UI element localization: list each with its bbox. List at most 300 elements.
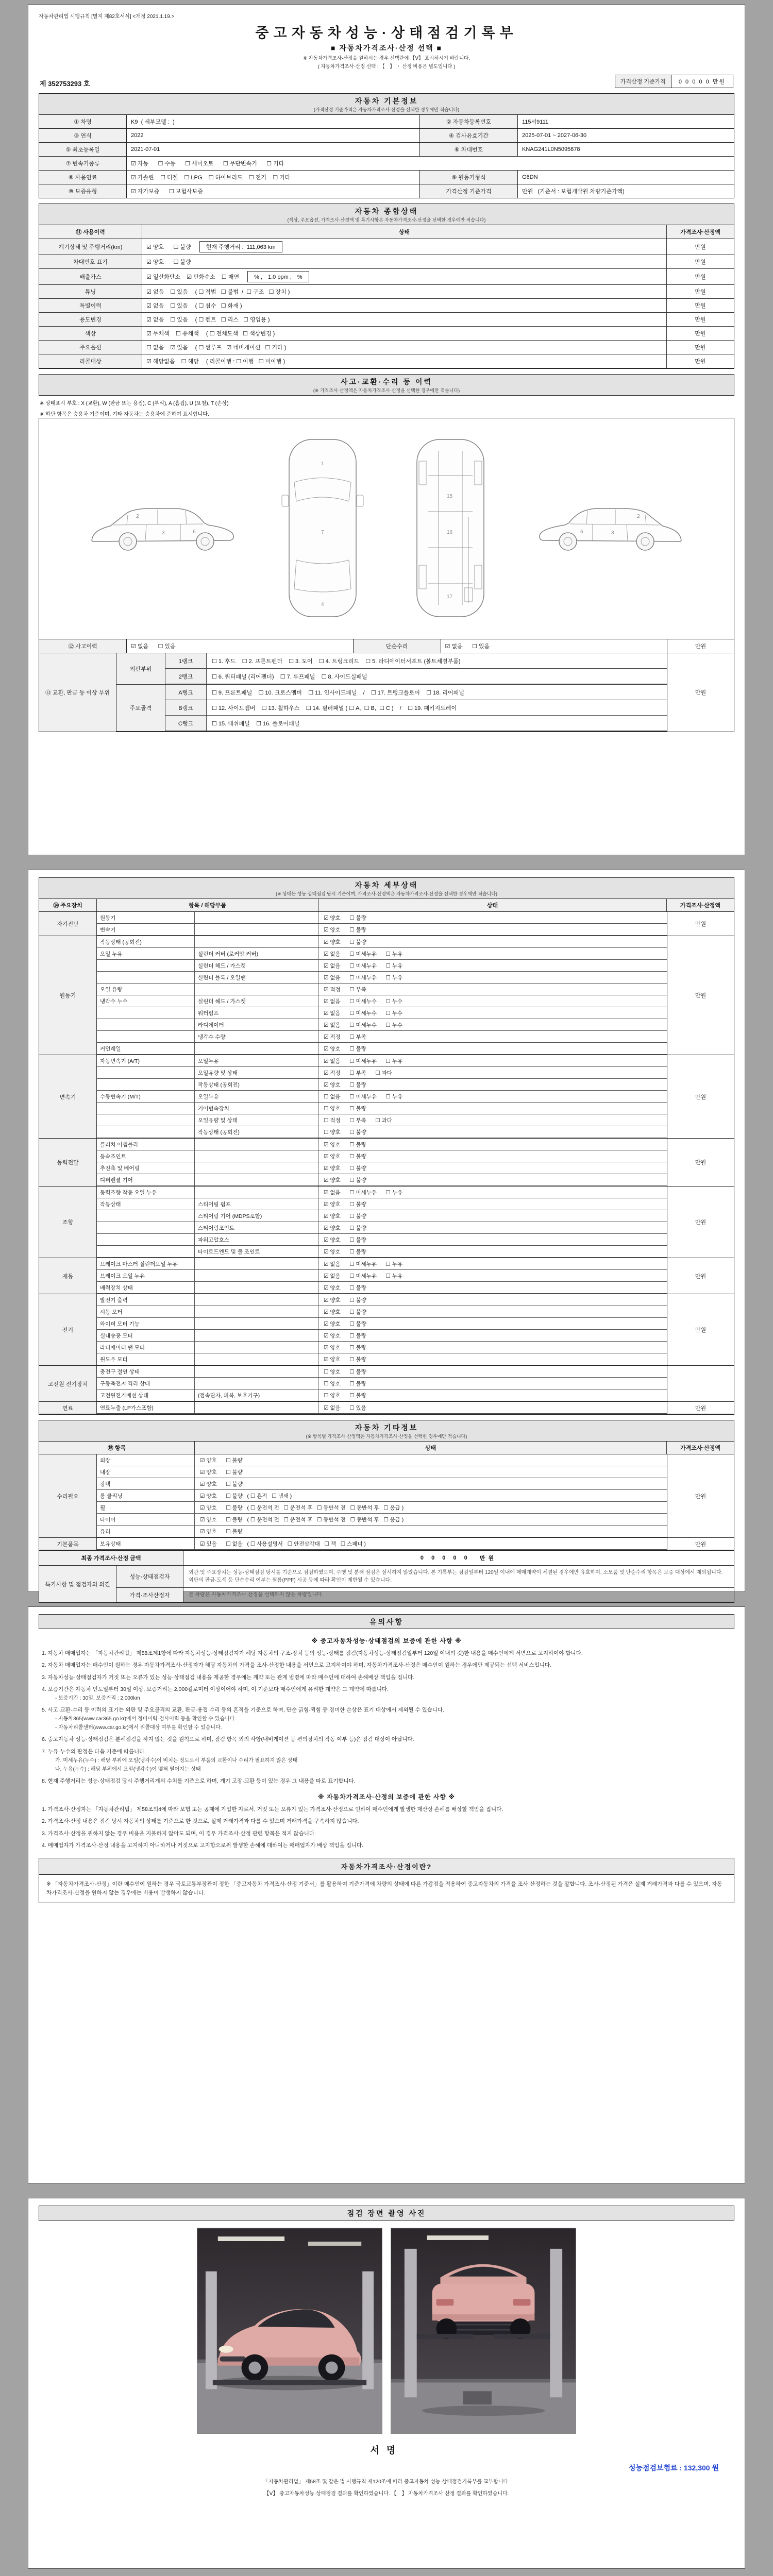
state-checkboxes[interactable]: ☑ 양호 ☐ 불량 [324, 1177, 366, 1183]
state-checkboxes[interactable]: ☑ 양호 ☐ 불량 [324, 914, 366, 921]
state-checkboxes[interactable]: ☑ 없음 ☐ 있음 [324, 1404, 366, 1411]
item-label: 디퍼렌셜 기어 [97, 1174, 195, 1185]
final-price-label: 최종 가격조사·산정 금액 [39, 1551, 183, 1565]
notice-subitems [42, 1757, 731, 1773]
device-rows [97, 912, 667, 936]
device-group [39, 1187, 734, 1258]
etc-item-label: 외장 [97, 1454, 195, 1466]
svg-text:16: 16 [446, 530, 452, 535]
table-row [39, 269, 734, 285]
state-checkboxes[interactable]: ☑ 양호 ☐ 불량 [324, 1201, 366, 1208]
item-label: 발전기 출력 [97, 1294, 195, 1306]
etc-state-checkboxes[interactable]: ☑ 양호 ☐ 불량 [200, 1528, 243, 1535]
usage-item-label: 리콜대상 [39, 354, 142, 368]
usage-state-checkboxes[interactable] [142, 354, 667, 368]
group-price-cell: 만원 [667, 1187, 734, 1258]
vin-value: KNAG241L0N5095678 [518, 143, 734, 157]
item-label [97, 1103, 195, 1114]
part-label [195, 1139, 318, 1150]
first-reg-value: 2021-07-01 [127, 143, 420, 157]
part-label [195, 1306, 318, 1317]
state-checkboxes[interactable]: ☑ 없음 ☐ 미세누유 ☐ 누유 [324, 1058, 403, 1064]
car-underbody-diagram [407, 433, 494, 624]
first-reg-label: ⑤ 최초등록일 [39, 143, 127, 157]
state-text: ☑ 양호 ☐ 불량 [146, 259, 191, 265]
device-rows [97, 1055, 667, 1138]
svg-text:6: 6 [192, 529, 196, 535]
state-checkboxes[interactable]: ☐ 없음 ☐ 미세누유 ☐ 누유 [324, 1093, 403, 1100]
part-label: 오일유량 및 상태 [195, 1114, 318, 1126]
table-row [97, 1150, 667, 1162]
price-cell: 만원 [695, 317, 706, 323]
exchange-panel-table [39, 653, 734, 732]
state-checkboxes[interactable]: ☑ 없음 ☐ 미세누유 ☐ 누유 [324, 951, 403, 957]
notice-item [42, 1748, 731, 1773]
part-label: 기어변속장치 [195, 1103, 318, 1114]
state-checkboxes[interactable]: ☑ 양호 ☐ 불량 [324, 1165, 366, 1172]
notice-section-heading: ※ 자동차가격조사·산정의 보증에 관한 사항 ※ [317, 1793, 456, 1801]
part-label [195, 984, 318, 995]
notice-subitem-text: 나. 누유(누수) : 해당 부위에서 오일(냉각수)이 맺혀 떨어지는 상태 [55, 1766, 201, 1772]
notice-item [42, 1661, 731, 1669]
usage-state-checkboxes[interactable] [142, 313, 667, 326]
panel-checkboxes[interactable]: ☐ 15. 대쉬패널 ☐ 16. 플로어패널 [212, 720, 300, 727]
notice-item-text: 1. 가격조사·산정자는 「자동차관리법」 제58조의4에 따라 보험 또는 공제에 가입한 자로서, 거짓 또는 오류가 있는 가격조사·산정으로 인하여 매수인에게 발생한 재산상 손해를 배상할 책임을 집니다. [42, 1806, 503, 1813]
car-side-left-diagram [85, 495, 239, 562]
device-rows [97, 1139, 667, 1186]
part-label [195, 924, 318, 935]
table-row [97, 984, 667, 995]
part-label [195, 936, 318, 947]
state-checkboxes[interactable]: ☑ 양호 ☐ 불량 [324, 1045, 366, 1052]
base-price-label: 가격산정 기준가격 [615, 75, 671, 88]
select-note-1: ※ 자동차가격조사·산정을 원하시는 경우 선택란에 【Ⅴ】 표시하시기 바랍니다. [303, 56, 470, 61]
item-label: 실내송풍 모터 [97, 1330, 195, 1341]
price-header: 가격조사·산정액 [680, 229, 721, 235]
exchange-group [116, 685, 667, 732]
accident-history-row [39, 639, 734, 653]
state-checkboxes[interactable]: ☐ 양호 ☐ 불량 [324, 1368, 366, 1375]
state-checkboxes[interactable]: ☑ 양호 ☐ 불량 [324, 926, 366, 933]
item-label: 고전원전기배선 상태 [97, 1389, 195, 1401]
base-price-row-label: 가격산정 기준가격 [420, 184, 518, 198]
notice-sections [39, 1636, 734, 1850]
device-rows [97, 1187, 667, 1258]
accident-label: ⑫ 사고이력 [39, 639, 127, 653]
notice-item-text: 3. 자동차성능·상태점검자가 거짓 또는 오류가 있는 성능·상태점검 내용을 제공한 경우에는 계약 또는 관계 법령에 따라 매수인에 대하여 손해배상 책임을 집니다. [42, 1674, 415, 1681]
state-mark-legend: ※ 상태표시 부호 : X (교환), W (판금 또는 용접), C (부식), A (흠집), U (요철), T (손상) [40, 401, 229, 406]
state-checkboxes[interactable]: ☑ 양호 ☐ 불량 [324, 1344, 366, 1351]
final-unit: 만원 [479, 1555, 497, 1562]
notice-section [39, 1636, 734, 1785]
usage-state-checkboxes[interactable] [142, 239, 667, 255]
table-row [97, 924, 667, 936]
page-2 [28, 870, 745, 1599]
part-label: 냉각수 수량 [195, 1031, 318, 1042]
usage-state-checkboxes[interactable] [142, 269, 667, 284]
select-note-2[interactable]: ( 자동차가격조사·산정 선택 : 【 】 ・ 산정 비용은 별도입니다 ) [317, 64, 456, 70]
table-row [97, 1502, 667, 1514]
state-checkboxes[interactable]: ☑ 없음 ☐ 미세누수 ☐ 누수 [324, 1022, 403, 1028]
accident-checkboxes[interactable]: ☑ 없음 ☐ 있음 [127, 639, 354, 653]
state-checkboxes[interactable]: ☑ 없음 ☐ 미세누유 ☐ 누유 [324, 1273, 403, 1279]
engine-type-label: ⑨ 원동기형식 [420, 171, 518, 184]
item-label: 충전구 절연 상태 [97, 1366, 195, 1377]
item-label: 구동축전지 격리 상태 [97, 1378, 195, 1389]
table-row [39, 171, 734, 184]
usage-item-label: 주요옵션 [39, 341, 142, 354]
device-group [39, 936, 734, 1055]
item-label [97, 960, 195, 971]
base-price-row-value: 만원 (기준서 : 보험개발원 차량기준가액) [518, 184, 734, 198]
device-label: 자기진단 [39, 912, 97, 936]
usage-state-checkboxes[interactable] [142, 327, 667, 340]
group-price-cell: 만원 [667, 1294, 734, 1365]
item-label: 작동상태 [97, 1198, 195, 1210]
etc-item-header: ⑮ 항목 [39, 1442, 195, 1454]
section-detail-state [39, 877, 734, 899]
part-label: 스티어링 펌프 [195, 1198, 318, 1210]
notice-subitems [42, 1715, 731, 1732]
base-price-box [615, 75, 733, 88]
etc-rows [97, 1454, 667, 1537]
year-value: 2022 [127, 129, 420, 143]
remark-author-label: 성능·상태점검자 [116, 1566, 183, 1587]
etc-item-label: 휠 [97, 1502, 195, 1513]
etc-item-label: 유리 [97, 1526, 195, 1537]
state-checkboxes[interactable]: ☑ 없음 ☐ 미세누유 ☐ 누유 [324, 1261, 403, 1267]
basic-info-note: (가격산정 기준가격은 자동차가격조사·산정을 선택한 경우에만 적습니다) [313, 107, 460, 112]
warranty-checkboxes[interactable]: ☑ 자가보증 ☐ 보험사보증 [127, 184, 420, 198]
engine-type-value: G6DN [518, 171, 734, 184]
simple-repair-label: 단순수리 [353, 639, 441, 653]
device-label: 원동기 [39, 936, 97, 1055]
car-top-diagram [279, 433, 366, 624]
table-row [39, 239, 734, 255]
etc-state-header: 상태 [195, 1442, 667, 1454]
part-label [195, 1402, 318, 1413]
part-label [195, 1282, 318, 1293]
part-label [195, 1378, 318, 1389]
state-checkboxes[interactable]: ☑ 양호 ☐ 불량 [324, 939, 366, 945]
etc-item-label: 타이어 [97, 1514, 195, 1525]
document-subtitle: ■ 자동차가격조사·산정 선택 ■ [330, 44, 442, 52]
part-label [195, 1258, 318, 1269]
usage-state-checkboxes[interactable] [142, 341, 667, 354]
table-row [97, 948, 667, 960]
notice-item-text: 5. 사고·교환·수리 등 이력의 표기는 외판 및 주요골격의 교환, 판금·용접 수리 등의 흔적을 기준으로 하며, 단순 긁힘·찍힘 등 경미한 손상은 표기 대상에서 제외될 수 있습니다. [42, 1707, 445, 1714]
table-row [97, 1282, 667, 1294]
state-checkboxes[interactable]: ☑ 양호 ☐ 불량 [324, 1213, 366, 1219]
table-row [97, 995, 667, 1007]
state-checkboxes[interactable]: ☑ 없음 ☐ 미세누유 ☐ 누유 [324, 962, 403, 969]
state-checkboxes[interactable]: ☑ 없음 ☐ 미세누수 ☐ 누수 [324, 1010, 403, 1016]
base-price-value: 0 0 0 0 0 만원 [678, 79, 726, 85]
usage-item-label: 색상 [39, 327, 142, 340]
item-label [97, 1019, 195, 1030]
part-label [195, 1174, 318, 1185]
notice-subitems [42, 1694, 731, 1702]
svg-text:15: 15 [446, 494, 452, 499]
item-label: 라디에이터 팬 모터 [97, 1342, 195, 1353]
item-label [97, 1079, 195, 1090]
etc-state-checkboxes[interactable]: ☑ 양호 ☐ 불량 ( ☐ 운전석 전 ☐ 운전석 후 ☐ 동반석 전 ☐ 동반석 후 ☐ 응급 ) [200, 1516, 404, 1523]
item-label [97, 1067, 195, 1078]
notice-section-heading: ※ 중고자동차성능·상태점검의 보증에 관한 사항 ※ [311, 1637, 462, 1645]
table-row [39, 255, 734, 269]
table-row [165, 685, 667, 700]
notice-subitem-text: - 자동차365(www.car365.go.kr)에서 정비이력·검사이력 등을 확인할 수 있습니다. [55, 1716, 237, 1722]
part-label: 실린더 헤드 / 가스켓 [195, 960, 318, 971]
svg-text:3: 3 [611, 530, 614, 536]
exchange-rows [165, 653, 667, 684]
notice-item [42, 1685, 731, 1702]
etc-state-checkboxes[interactable]: ☑ 양호 ☐ 불량 [200, 1469, 243, 1476]
exchange-groups [116, 653, 667, 732]
table-row [97, 1538, 667, 1550]
item-label: 동력조향 작동 오일 누유 [97, 1187, 195, 1198]
inspection-label: ④ 검사유효기간 [420, 129, 518, 143]
state-note-box: % , 1.0 ppm , % [247, 271, 309, 282]
table-row [97, 1031, 667, 1043]
group-price-cell: 만원 [667, 1258, 734, 1294]
notice-item-text: 7. 누유·누수의 판정은 다음 기준에 따릅니다. [42, 1748, 146, 1755]
group-price-cell: 만원 [667, 912, 734, 936]
item-label: 수동변속기 (M/T) [97, 1091, 195, 1102]
part-label [195, 1043, 318, 1054]
part-label: 워터펌프 [195, 1007, 318, 1019]
price-header: 가격조사·산정액 [680, 903, 721, 909]
part-label: 오일누유 [195, 1055, 318, 1066]
table-row [97, 1187, 667, 1198]
state-checkboxes[interactable]: ☐ 적정 ☐ 부족 ☐ 과다 [324, 1117, 392, 1124]
table-row [97, 1353, 667, 1365]
panel-checkboxes[interactable]: ☐ 9. 프론트패널 ☐ 10. 크로스멤버 ☐ 11. 인사이드패널 / ☐ 17. 트렁크플로어 ☐ 18. 리어패널 [212, 689, 464, 696]
table-row [97, 1246, 667, 1258]
table-row [39, 285, 734, 299]
notice-section [39, 1792, 734, 1850]
state-checkboxes[interactable]: ☑ 양호 ☐ 불량 [324, 1309, 366, 1315]
notice-items [39, 1805, 734, 1850]
fuel-checkboxes[interactable]: ☑ 가솔린 ☐ 디젤 ☐ LPG ☐ 하이브리드 ☐ 전기 ☐ 기타 [127, 171, 420, 184]
overall-title: 자동차 종합상태 [355, 207, 418, 215]
state-checkboxes[interactable]: ☑ 적정 ☐ 부족 [324, 1033, 366, 1040]
state-checkboxes[interactable]: ☑ 적정 ☐ 부족 ☐ 과다 [324, 1070, 392, 1076]
table-row [97, 1466, 667, 1478]
price-survey-box-text: ※ 「자동차가격조사·산정」이란 매수인이 원하는 경우 국토교통부장관이 정한 「중고자동차 가격조사·산정 기준서」를 활용하여 기준가격에 차량의 상태에 따른 가감점을 적용하여 중고자동차의 가격을 조사·산정하는 것을 말합니다. 조사·산정된 가격은 실제 거래가격과 다를 수 있으며, 자동차가격조사·산정을 원하지 않는 경우에는 비용이 발생하지 않습니다. [39, 1875, 734, 1903]
part-label [195, 1366, 318, 1377]
notice-item-text: 8. 현재 주행거리는 성능·상태점검 당시 주행거리계의 수치를 기준으로 하며, 계기 고장·교환 등이 있는 경우 그 내용을 따로 표기합니다. [42, 1777, 356, 1784]
state-header: 상태 [142, 225, 667, 239]
item-header: 항목 / 해당부품 [97, 899, 318, 911]
usage-item-label: 배출가스 [39, 269, 142, 284]
table-row [97, 1007, 667, 1019]
etc-group [39, 1454, 734, 1538]
device-rows [97, 1366, 667, 1401]
table-row [116, 1566, 734, 1588]
item-label [97, 1126, 195, 1138]
table-row [97, 1478, 667, 1490]
notice-item [42, 1735, 731, 1743]
state-checkboxes[interactable]: ☐ 양호 ☐ 불량 [324, 1129, 366, 1136]
page-3 [28, 1606, 745, 2183]
svg-text:4: 4 [321, 602, 324, 607]
device-label: 동력전달 [39, 1139, 97, 1186]
remark-author-label: 가격·조사산정자 [116, 1588, 183, 1602]
table-row [39, 341, 734, 354]
item-label: 브레이크 오일 누유 [97, 1270, 195, 1281]
etc-state-checkboxes[interactable]: ☑ 양호 ☐ 불량 ( ☐ 운전석 전 ☐ 운전석 후 ☐ 동반석 전 ☐ 동반석 후 ☐ 응급 ) [200, 1504, 404, 1511]
item-label [97, 1246, 195, 1257]
inspection-photo-front [197, 2228, 382, 2434]
price-cell: 만원 [695, 331, 706, 337]
state-checkboxes[interactable]: ☑ 양호 ☐ 불량 [324, 1320, 366, 1327]
state-checkboxes[interactable]: ☑ 없음 ☐ 미세누수 ☐ 누수 [324, 998, 403, 1005]
remarks-table [39, 1565, 734, 1603]
simple-repair-checkboxes[interactable]: ☑ 없음 ☐ 있음 [441, 639, 667, 653]
state-text: ☑ 해당없음 ☐ 해당 ( 리콜이행 : ☐ 이행 ☐ 미이행 ) [146, 359, 285, 365]
transmission-label: ⑦ 변속기종류 [39, 157, 127, 171]
etc-state-checkboxes[interactable]: ☑ 양호 ☐ 불량 [200, 1457, 243, 1464]
notice-title: 유의사항 [369, 1618, 404, 1626]
state-checkboxes[interactable]: ☑ 없음 ☐ 미세누유 ☐ 누유 [324, 974, 403, 981]
device-group [39, 1402, 734, 1414]
car-side-right-diagram [534, 495, 688, 562]
price-survey-box-title: 자동차가격조사·산정이란? [39, 1858, 734, 1875]
device-group [39, 1294, 734, 1366]
table-row [97, 1103, 667, 1114]
notice-items [39, 1649, 734, 1785]
etc-price-header: 가격조사·산정액 [680, 1445, 721, 1451]
state-checkboxes[interactable]: ☑ 양호 ☐ 불량 [324, 1248, 366, 1255]
part-label [195, 1342, 318, 1353]
group-price-cell: 만원 [667, 936, 734, 1055]
inspection-value: 2025-07-01 ~ 2027-06-30 [518, 129, 734, 143]
usage-item-label: 용도변경 [39, 313, 142, 326]
svg-text:1: 1 [321, 461, 324, 467]
item-label: 연료누출 (LP가스포함) [97, 1402, 195, 1413]
item-label: 냉각수 누수 [97, 995, 195, 1007]
device-group [39, 1055, 734, 1139]
panel-checkboxes[interactable]: ☐ 6. 쿼터패널 (리어펜더) ☐ 7. 루프패널 ☐ 8. 사이드실패널 [212, 673, 367, 680]
state-checkboxes[interactable]: ☑ 양호 ☐ 불량 [324, 1141, 366, 1148]
basic-info-title: 자동차 기본정보 [355, 97, 418, 105]
car-name-value: K9 ( 세부모델 : ) [127, 115, 420, 129]
exchange-rows [165, 685, 667, 731]
svg-text:17: 17 [446, 594, 452, 600]
device-group [39, 1366, 734, 1402]
table-row [39, 184, 734, 198]
state-checkboxes[interactable]: ☑ 양호 ☐ 불량 [324, 1236, 366, 1243]
etc-state-checkboxes[interactable]: ☑ 양호 ☐ 불량 ( ☐ 흔적 ☐ 냄새 ) [200, 1493, 292, 1499]
state-checkboxes[interactable]: ☑ 양호 ☐ 불량 [324, 1356, 366, 1363]
car-name-label: ① 차명 [39, 115, 127, 129]
usage-state-checkboxes[interactable] [142, 255, 667, 268]
notice-item-text: 3. 가격조사·산정을 원하지 않는 경우 비용을 지불하지 않아도 되며, 이 경우 가격조사·산정 관련 항목은 적지 않습니다. [42, 1830, 316, 1837]
panel-checkboxes[interactable]: ☐ 12. 사이드멤버 ☐ 13. 휠하우스 ☐ 14. 필러패널 ( ☐ A, ☐ B, ☐ C ) / ☐ 19. 패키지트레이 [212, 705, 457, 711]
item-label: 배력장치 상태 [97, 1282, 195, 1293]
etc-state-checkboxes[interactable]: ☑ 양호 ☐ 불량 [200, 1481, 243, 1487]
item-label [97, 1031, 195, 1042]
table-row [97, 1139, 667, 1150]
etc-rows [97, 1538, 667, 1550]
state-checkboxes[interactable]: ☑ 양호 ☐ 불량 [324, 1153, 366, 1160]
usage-state-checkboxes[interactable] [142, 285, 667, 298]
device-rows [97, 1402, 667, 1414]
part-label [195, 1330, 318, 1341]
table-row [39, 129, 734, 143]
svg-text:6: 6 [580, 529, 583, 535]
state-checkboxes[interactable]: ☐ 양호 ☐ 불량 [324, 1392, 366, 1399]
final-amount: 0 0 0 0 0 [420, 1555, 470, 1561]
state-text: ☑ 없음 ☐ 있음 ( ☐ 적법 ☐ 불법 / ☐ 구조 ☐ 장치 ) [146, 289, 290, 295]
svg-text:3: 3 [161, 530, 165, 536]
group-price-cell: 만원 [667, 1402, 734, 1414]
etc-groups [39, 1454, 734, 1550]
etc-title: 자동차 기타정보 [355, 1423, 418, 1432]
device-group [39, 1139, 734, 1187]
remark-text: 본 차량은 자동차가격조사·산정을 선택하지 않은 차량입니다. [189, 1592, 324, 1598]
item-label: 추진축 및 베어링 [97, 1162, 195, 1174]
usage-state-checkboxes[interactable] [142, 299, 667, 312]
usage-history-header: ⑪ 사용이력 [39, 225, 142, 239]
table-row [97, 1270, 667, 1282]
notice-item [42, 1706, 731, 1732]
table-row [97, 972, 667, 984]
state-checkboxes[interactable]: ☑ 양호 ☐ 불량 [324, 1284, 366, 1291]
state-checkboxes[interactable]: ☑ 양호 ☐ 불량 [324, 1081, 366, 1088]
reg-no-value: 115서9111 [518, 115, 734, 129]
etc-item-label: 광택 [97, 1478, 195, 1489]
state-checkboxes[interactable]: ☐ 양호 ☐ 불량 [324, 1380, 366, 1387]
state-checkboxes[interactable]: ☑ 양호 ☐ 불량 [324, 1297, 366, 1303]
state-checkboxes[interactable]: ☐ 양호 ☐ 불량 [324, 1105, 366, 1112]
photos-title: 점검 장면 촬영 사진 [347, 2209, 426, 2217]
fee-amount: 132,300 [683, 2464, 710, 2472]
car-diagram-panel [39, 418, 734, 639]
state-checkboxes[interactable]: ☑ 없음 ☐ 미세누유 ☐ 누유 [324, 1189, 403, 1196]
item-label: 작동상태 (공회전) [97, 936, 195, 947]
item-label: 클러치 어셈블리 [97, 1139, 195, 1150]
page-1 [28, 4, 745, 855]
table-row [97, 960, 667, 972]
item-label [97, 1007, 195, 1019]
signature-title: 서명 [370, 2445, 403, 2455]
table-row [97, 1234, 667, 1246]
state-text: ☑ 없음 ☐ 있음 ( ☐ 렌트 ☐ 리스 ☐ 영업용 ) [146, 317, 270, 323]
state-checkboxes[interactable]: ☑ 적정 ☐ 부족 [324, 986, 366, 993]
part-label [195, 1162, 318, 1174]
fuel-label: ⑧ 사용연료 [39, 171, 127, 184]
state-checkboxes[interactable]: ☑ 양호 ☐ 불량 [324, 1225, 366, 1231]
state-note-box: 현재 주행거리 : 111,063 km [199, 241, 282, 252]
transmission-checkboxes[interactable]: ☑ 자동 ☐ 수동 ☐ 세미오토 ☐ 무단변속기 ☐ 기타 [127, 157, 734, 171]
part-label: 스티어링조인트 [195, 1222, 318, 1233]
table-row [39, 639, 734, 653]
exchange-price-cell: 만원 [667, 653, 734, 732]
table-row [39, 313, 734, 327]
table-row [39, 115, 734, 129]
table-row [97, 1490, 667, 1502]
table-row [97, 1198, 667, 1210]
table-row [39, 354, 734, 368]
panel-checkboxes[interactable]: ☐ 1. 후드 ☐ 2. 프론트펜더 ☐ 3. 도어 ☐ 4. 트렁크리드 ☐ 5. 라디에이터서포트 (볼트체결부품) [212, 658, 461, 665]
state-checkboxes[interactable]: ☑ 양호 ☐ 불량 [324, 1332, 366, 1339]
etc-state-checkboxes[interactable]: ☑ 있음 ☐ 없음 ( ☐ 사용설명서 ☐ 안전삼각대 ☐ 잭 ☐ 스패너 ) [200, 1540, 366, 1547]
document-number: 제 352753293 호 [40, 80, 90, 88]
table-row [39, 299, 734, 313]
form-reference: 자동차관리법 시행규칙 [별지 제82호서식] <개정 2021.1.19.> [39, 14, 175, 20]
